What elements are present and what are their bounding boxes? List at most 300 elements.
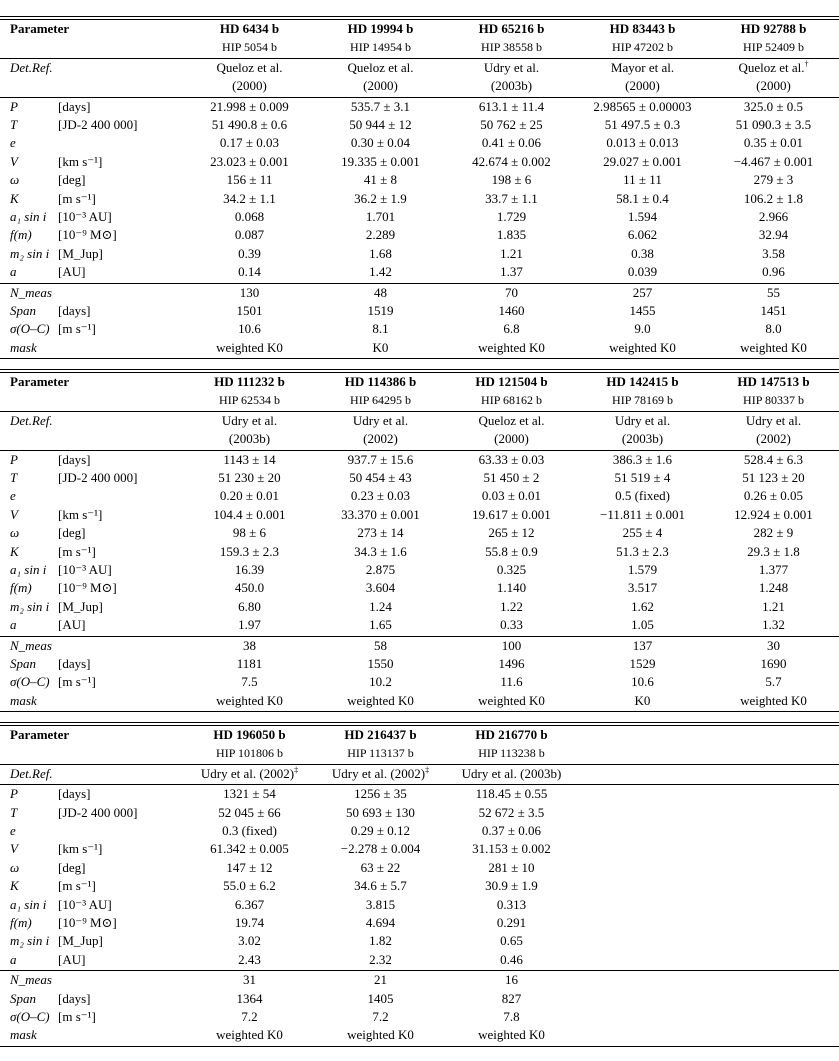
value-cell: weighted K0 <box>347 692 414 708</box>
hip-designation: HIP 64295 b <box>350 393 411 408</box>
data-row-a <box>0 951 577 969</box>
value-cell: 7.5 <box>241 674 258 690</box>
data-row-span <box>0 655 839 673</box>
value-cell: 3.517 <box>627 580 658 596</box>
value-cell: 51 497.5 ± 0.3 <box>604 117 681 132</box>
data-row-m2 <box>0 598 839 616</box>
value-cell: 51.3 ± 2.3 <box>616 543 669 559</box>
row-unit: [days] <box>58 990 91 1006</box>
reference-year: (2000) <box>625 78 660 94</box>
reference-cell <box>315 765 446 783</box>
value-cell: 2.875 <box>365 562 396 577</box>
value-cell: 42.674 ± 0.002 <box>472 153 551 169</box>
ref-year-row <box>0 430 839 448</box>
reference-cell <box>446 765 577 783</box>
row-unit: [M_Jup] <box>58 245 103 261</box>
row-label: Det.Ref. <box>10 59 53 75</box>
value-cell: 1.579 <box>627 562 658 577</box>
planet-name: HD 147513 b <box>737 374 810 389</box>
value-cell: 31.153 ± 0.002 <box>472 841 551 857</box>
row-unit: [JD-2 400 000] <box>58 470 138 485</box>
row-unit: [AU] <box>58 264 86 280</box>
data-row-e <box>0 487 839 505</box>
params-rule <box>0 784 839 785</box>
value-cell: 0.33 <box>500 617 523 633</box>
ref-spacer <box>0 77 184 95</box>
value-cell: weighted K0 <box>609 339 676 355</box>
row-label: f(m) <box>10 580 32 596</box>
value-cell: 55.8 ± 0.9 <box>485 543 538 559</box>
data-row-T <box>0 804 577 822</box>
reference-text: Mayor et al. <box>610 59 675 75</box>
parameter-header: Parameter <box>10 727 70 742</box>
value-cell: 0.35 ± 0.01 <box>743 135 804 151</box>
header-row <box>0 726 577 744</box>
hip-designation: HIP 52409 b <box>743 40 804 55</box>
row-unit: [days] <box>58 98 91 114</box>
row-label: m₂ sin i <box>10 598 50 614</box>
data-row-K <box>0 190 839 208</box>
reference-year: (2002) <box>363 431 398 447</box>
value-cell: 0.29 ± 0.12 <box>350 823 411 838</box>
reference-cell <box>315 412 446 430</box>
row-label: mask <box>10 1027 37 1043</box>
row-unit: [m s⁻¹] <box>58 321 96 337</box>
value-cell: 137 <box>632 637 653 653</box>
hip-designation: HIP 113137 b <box>347 746 414 761</box>
row-unit: [days] <box>58 656 91 671</box>
data-row-mask <box>0 692 839 710</box>
data-row-P <box>0 98 839 116</box>
planet-name: HD 196050 b <box>213 727 286 742</box>
value-cell: 2.966 <box>758 209 789 224</box>
value-cell: weighted K0 <box>740 692 807 708</box>
row-label: Span <box>10 656 36 671</box>
value-cell: 50 944 ± 12 <box>349 117 412 132</box>
row-label: T <box>10 804 18 820</box>
value-cell: 30 <box>767 637 780 653</box>
planet-name: HD 65216 b <box>478 21 545 36</box>
row-label: e <box>10 488 16 504</box>
value-cell: 827 <box>501 990 522 1006</box>
row-label: Det.Ref. <box>10 412 53 428</box>
data-row-K <box>0 877 577 895</box>
header-row <box>0 373 839 391</box>
value-cell: 1.32 <box>762 617 785 633</box>
value-cell: 63 ± 22 <box>360 859 401 875</box>
value-cell: 6.062 <box>627 227 658 243</box>
row-label: N_meas <box>10 637 52 653</box>
hip-designation: HIP 101806 b <box>216 746 283 761</box>
value-cell: 106.2 ± 1.8 <box>743 190 804 206</box>
row-label: V <box>10 841 18 857</box>
value-cell: 3.58 <box>762 245 785 261</box>
value-cell: 1.377 <box>758 562 789 577</box>
row-label: N_meas <box>10 284 52 300</box>
row-unit <box>58 59 184 77</box>
value-cell: 1460 <box>498 303 525 318</box>
reference-cell <box>315 59 446 77</box>
row-unit <box>58 487 184 505</box>
header-rule <box>0 411 839 412</box>
row-label: P <box>10 98 18 114</box>
reference-text: Udry et al. (2002) <box>331 765 426 781</box>
value-cell: weighted K0 <box>478 692 545 708</box>
row-unit <box>58 284 184 302</box>
value-cell: 52 672 ± 3.5 <box>478 804 545 820</box>
planet-name: HD 216770 b <box>475 727 548 742</box>
value-cell: 9.0 <box>634 321 651 337</box>
row-unit <box>58 412 184 430</box>
data-row-m2 <box>0 932 577 950</box>
value-cell: 51 519 ± 4 <box>614 470 671 485</box>
value-cell: 1256 ± 35 <box>354 786 407 802</box>
value-cell: 34.3 ± 1.6 <box>354 543 407 559</box>
data-row-mask <box>0 1026 577 1044</box>
value-cell: 10.6 <box>631 674 654 690</box>
value-cell: 23.023 ± 0.001 <box>210 153 289 169</box>
row-unit: [days] <box>58 451 91 467</box>
value-cell: 41 ± 8 <box>363 172 398 188</box>
value-cell: 31 <box>243 972 256 988</box>
row-unit: [10⁻³ AU] <box>58 896 112 912</box>
value-cell: 6.8 <box>503 321 520 337</box>
data-row-sigma <box>0 320 839 338</box>
value-cell: 55.0 ± 6.2 <box>223 878 276 894</box>
value-cell: 1.37 <box>500 264 523 280</box>
value-cell: K0 <box>372 339 389 355</box>
row-label: m₂ sin i <box>10 933 50 949</box>
reference-year: (2003b) <box>621 431 664 447</box>
data-row-fm <box>0 914 577 932</box>
hip-designation: HIP 47202 b <box>612 40 673 55</box>
hip-row <box>0 38 839 56</box>
value-cell: 3.604 <box>365 580 396 596</box>
row-label: ω <box>10 859 20 875</box>
value-cell: 3.815 <box>365 896 396 912</box>
planet-name: HD 111232 b <box>214 374 285 389</box>
row-label: K <box>10 878 19 894</box>
value-cell: 0.14 <box>238 264 261 280</box>
value-cell: −4.467 ± 0.001 <box>733 153 814 169</box>
data-row-e <box>0 134 839 152</box>
reference-text: Udry et al. (2002) <box>200 765 295 781</box>
value-cell: 0.30 ± 0.04 <box>350 135 411 151</box>
reference-cell <box>708 59 839 77</box>
value-cell: 1.729 <box>496 209 527 224</box>
value-cell: 2.289 <box>365 227 396 243</box>
value-cell: 0.325 <box>496 562 527 577</box>
value-cell: 159.3 ± 2.3 <box>219 543 280 559</box>
value-cell: 0.03 ± 0.01 <box>481 488 542 504</box>
value-cell: 0.3 (fixed) <box>222 823 277 838</box>
footnote-mark: † <box>804 59 809 69</box>
row-label: Span <box>10 990 36 1006</box>
data-row-span <box>0 990 577 1008</box>
row-label: N_meas <box>10 972 52 988</box>
value-cell: 11 ± 11 <box>623 172 662 188</box>
value-cell: 55 <box>767 284 780 300</box>
row-unit: [AU] <box>58 951 86 967</box>
footnote-mark: ‡ <box>294 765 299 775</box>
value-cell: 279 ± 3 <box>753 172 794 188</box>
row-unit <box>58 637 184 655</box>
row-unit: [M_Jup] <box>58 598 103 614</box>
value-cell: 1.701 <box>365 209 396 224</box>
row-label: e <box>10 135 16 151</box>
data-row-mask <box>0 339 839 357</box>
row-label: a <box>10 951 17 967</box>
row-unit: [10⁻⁹ M⊙] <box>58 580 117 596</box>
value-cell: 8.0 <box>765 321 782 337</box>
data-row-e <box>0 822 577 840</box>
row-unit: [m s⁻¹] <box>58 190 96 206</box>
row-label: a <box>10 264 17 280</box>
reference-cell <box>184 59 315 77</box>
value-cell: 0.37 ± 0.06 <box>481 823 542 838</box>
reference-cell <box>577 412 708 430</box>
data-row-V <box>0 840 577 858</box>
reference-year: (2003b) <box>490 78 533 94</box>
ref-row <box>0 412 839 430</box>
ref-year-row <box>0 77 839 95</box>
row-label: V <box>10 153 18 169</box>
value-cell: 1455 <box>629 303 656 318</box>
value-cell: 1496 <box>498 656 525 671</box>
value-cell: 0.39 <box>238 245 261 261</box>
value-cell: 10.2 <box>369 674 392 690</box>
value-cell: 16.39 <box>234 562 265 577</box>
value-cell: 1.82 <box>369 933 392 949</box>
value-cell: 1.594 <box>627 209 658 224</box>
hip-designation: HIP 68162 b <box>481 393 542 408</box>
value-cell: weighted K0 <box>216 339 283 355</box>
data-row-sigma <box>0 673 839 691</box>
value-cell: 1451 <box>760 303 787 318</box>
value-cell: 1.22 <box>500 598 523 614</box>
row-label: P <box>10 786 18 802</box>
value-cell: 98 ± 6 <box>232 525 267 541</box>
data-row-fm <box>0 226 839 244</box>
params-rule <box>0 450 839 451</box>
value-cell: 1.42 <box>369 264 392 280</box>
value-cell: 281 ± 10 <box>488 859 535 875</box>
value-cell: 19.335 ± 0.001 <box>341 153 420 169</box>
reference-text: Udry et al. <box>352 412 409 428</box>
value-cell: 273 ± 14 <box>357 525 404 541</box>
value-cell: 30.9 ± 1.9 <box>485 878 538 894</box>
header-rule <box>0 764 839 765</box>
data-row-a <box>0 616 839 634</box>
planet-name: HD 216437 b <box>344 727 417 742</box>
data-row-w <box>0 171 839 189</box>
row-unit: [days] <box>58 786 91 802</box>
value-cell: 1.140 <box>496 580 527 596</box>
reference-text: Udry et al. <box>221 412 278 428</box>
value-cell: 0.17 ± 0.03 <box>219 135 280 151</box>
value-cell: 156 ± 11 <box>226 172 273 188</box>
data-row-T <box>0 116 839 134</box>
value-cell: 0.087 <box>234 227 265 243</box>
value-cell: 528.4 ± 6.3 <box>743 451 804 467</box>
row-label: σ(O–C) <box>10 1009 50 1024</box>
value-cell: 7.2 <box>372 1009 389 1024</box>
value-cell: 1.65 <box>369 617 392 633</box>
value-cell: 21 <box>374 972 387 988</box>
row-label: mask <box>10 339 37 355</box>
value-cell: 1501 <box>236 303 263 318</box>
stats-rule <box>0 970 839 971</box>
reference-cell <box>184 412 315 430</box>
footnote-mark: ‡ <box>425 765 430 775</box>
value-cell: 0.46 <box>500 951 523 967</box>
reference-year: (2000) <box>363 78 398 94</box>
value-cell: 118.45 ± 0.55 <box>475 786 548 802</box>
value-cell: 1.21 <box>500 245 523 261</box>
row-unit: [10⁻⁹ M⊙] <box>58 227 117 243</box>
value-cell: 0.5 (fixed) <box>615 488 670 504</box>
data-row-a1 <box>0 561 839 579</box>
value-cell: 1519 <box>367 303 394 318</box>
row-unit <box>58 692 184 710</box>
data-row-V <box>0 153 839 171</box>
reference-text: Queloz et al. <box>478 412 545 428</box>
value-cell: 100 <box>501 637 522 653</box>
planet-name: HD 142415 b <box>606 374 679 389</box>
value-cell: 61.342 ± 0.005 <box>210 841 289 857</box>
hip-row <box>0 391 839 409</box>
value-cell: 450.0 <box>234 580 265 596</box>
row-label: ω <box>10 172 20 188</box>
value-cell: 0.20 ± 0.01 <box>219 488 280 504</box>
value-cell: 50 454 ± 43 <box>349 470 412 485</box>
value-cell: 1.835 <box>496 227 527 243</box>
data-row-fm <box>0 579 839 597</box>
reference-year: (2000) <box>756 78 791 94</box>
params-rule <box>0 97 839 98</box>
row-unit: [M_Jup] <box>58 933 103 949</box>
value-cell: weighted K0 <box>478 339 545 355</box>
value-cell: 257 <box>632 284 653 300</box>
value-cell: 1.21 <box>762 598 785 614</box>
row-label: m₂ sin i <box>10 245 50 261</box>
value-cell: 63.33 ± 0.03 <box>478 451 545 467</box>
value-cell: 0.039 <box>627 264 658 280</box>
row-unit: [deg] <box>58 525 86 541</box>
row-unit: [km s⁻¹] <box>58 506 103 522</box>
reference-text: Queloz et al. <box>216 59 283 75</box>
value-cell: 8.1 <box>372 321 389 337</box>
value-cell: 2.43 <box>238 951 261 967</box>
table-top-rule <box>0 722 839 723</box>
value-cell: 51 123 ± 20 <box>742 470 805 485</box>
data-row-a <box>0 263 839 281</box>
row-unit: [10⁻³ AU] <box>58 209 112 224</box>
row-label: Span <box>10 303 36 318</box>
data-row-sigma <box>0 1008 577 1026</box>
table-bottom-rule <box>0 358 839 359</box>
reference-text: Queloz et al. <box>347 59 414 75</box>
reference-year: (2002) <box>756 431 791 447</box>
row-unit: [m s⁻¹] <box>58 674 96 690</box>
value-cell: 1690 <box>760 656 787 671</box>
value-cell: 2.98565 ± 0.00003 <box>593 98 692 114</box>
value-cell: 1143 ± 14 <box>223 451 276 467</box>
hip-designation: HIP 62534 b <box>219 393 280 408</box>
reference-year: (2003b) <box>228 431 271 447</box>
reference-text: Udry et al. (2003b) <box>461 765 562 781</box>
value-cell: 1.97 <box>238 617 261 633</box>
reference-text: Udry et al. <box>745 412 802 428</box>
value-cell: 1529 <box>629 656 656 671</box>
row-unit <box>58 134 184 152</box>
data-row-N <box>0 971 577 989</box>
row-label: f(m) <box>10 915 32 930</box>
value-cell: 51 230 ± 20 <box>218 470 281 485</box>
data-row-N <box>0 284 839 302</box>
row-unit <box>58 339 184 357</box>
row-label: ω <box>10 525 20 541</box>
row-unit: [10⁻⁹ M⊙] <box>58 915 117 930</box>
value-cell: 147 ± 12 <box>226 859 273 875</box>
hip-designation: HIP 78169 b <box>612 393 673 408</box>
value-cell: 33.370 ± 0.001 <box>341 506 420 522</box>
value-cell: 10.6 <box>238 321 261 337</box>
row-label: Det.Ref. <box>10 765 53 781</box>
data-row-m2 <box>0 245 839 263</box>
row-label: f(m) <box>10 227 32 243</box>
header-rule <box>0 58 839 59</box>
value-cell: 38 <box>243 637 256 653</box>
parameter-header: Parameter <box>10 374 70 389</box>
value-cell: K0 <box>634 692 651 708</box>
value-cell: 265 ± 12 <box>488 525 535 541</box>
data-row-N <box>0 637 839 655</box>
data-row-w <box>0 859 577 877</box>
ref-spacer <box>0 430 184 448</box>
data-row-P <box>0 785 577 803</box>
parameter-header: Parameter <box>10 21 70 36</box>
planet-name: HD 6434 b <box>219 21 280 36</box>
value-cell: 4.694 <box>365 915 396 930</box>
value-cell: 1.62 <box>631 598 654 614</box>
value-cell: 19.74 <box>234 915 265 930</box>
value-cell: 613.1 ± 11.4 <box>478 98 545 114</box>
value-cell: 12.924 ± 0.001 <box>734 506 813 522</box>
row-label: a₁ sin i <box>10 562 47 577</box>
hip-designation: HIP 14954 b <box>350 40 411 55</box>
value-cell: 198 ± 6 <box>491 172 532 188</box>
row-label: mask <box>10 692 37 708</box>
value-cell: 2.32 <box>369 951 392 967</box>
value-cell: weighted K0 <box>347 1027 414 1043</box>
hip-designation: HIP 5054 b <box>222 40 277 55</box>
value-cell: 3.02 <box>238 933 261 949</box>
value-cell: 0.23 ± 0.03 <box>350 488 411 504</box>
value-cell: 11.6 <box>500 674 523 690</box>
row-label: a <box>10 617 17 633</box>
value-cell: 0.38 <box>631 245 654 261</box>
row-unit: [AU] <box>58 617 86 633</box>
table-bottom-rule <box>0 1046 839 1047</box>
hip-spacer <box>0 744 184 762</box>
value-cell: 33.7 ± 1.1 <box>485 190 538 206</box>
reference-text: Queloz et al. <box>738 59 805 75</box>
value-cell: 1550 <box>367 656 394 671</box>
stats-rule <box>0 636 839 637</box>
value-cell: 0.65 <box>500 933 523 949</box>
value-cell: 6.367 <box>234 896 265 912</box>
